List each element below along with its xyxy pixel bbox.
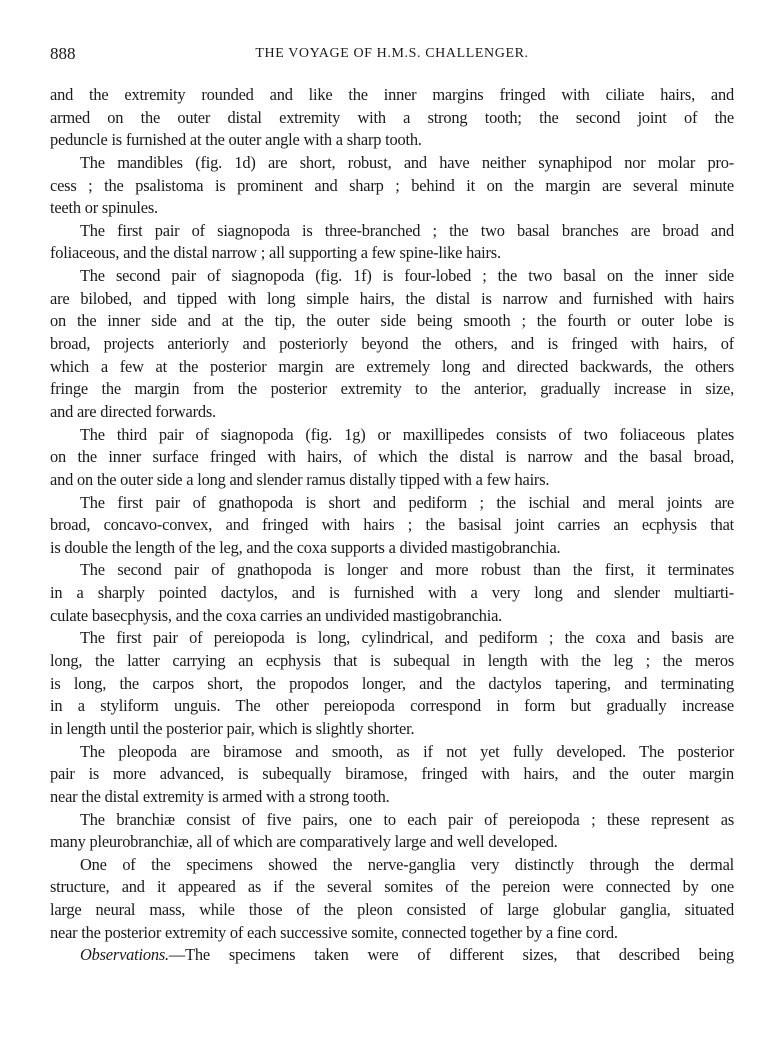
text-line: The first pair of gnathopoda is short and pediform ; the ischial and meral joints are bbox=[80, 492, 734, 512]
page-header bbox=[50, 44, 734, 68]
running-title: THE VOYAGE OF H.M.S. CHALLENGER. bbox=[255, 46, 529, 61]
text-line: is long, the carpos short, the propodos longer, and the dactylos tapering, and terminating bbox=[50, 673, 734, 693]
paragraph bbox=[50, 559, 734, 627]
text-line: culate basecphysis, and the coxa carries an undivided mastigobranchia. bbox=[50, 605, 503, 625]
text-line: The first pair of pereiopoda is long, cylindrical, and pediform ; the coxa and basis are bbox=[80, 628, 734, 648]
text-line: broad, projects anteriorly and posteriorly beyond the others, and is fringed with hairs, of bbox=[50, 334, 734, 354]
text-line: The branchiæ consist of five pairs, one to each pair of pereiopoda ; these represent as bbox=[80, 809, 734, 829]
paragraph bbox=[50, 424, 734, 492]
text-line: peduncle is furnished at the outer angle with a sharp tooth. bbox=[50, 130, 422, 150]
text-line: which a few at the posterior margin are extremely long and directed backwards, the others bbox=[50, 356, 734, 376]
paragraph bbox=[50, 84, 734, 152]
paragraph bbox=[50, 809, 734, 854]
text-line: fringe the margin from the posterior extremity to the anterior, gradually increase in size, bbox=[50, 379, 734, 399]
text-line: The second pair of siagnopoda (fig. 1f) is four-lobed ; the two basal on the inner side bbox=[80, 266, 734, 286]
text-line: cess ; the psalistoma is prominent and sharp ; behind it on the margin are several minute bbox=[50, 175, 734, 195]
text-line: The pleopoda are biramose and smooth, as if not yet fully developed. The posterior bbox=[80, 741, 734, 761]
text-line: The first pair of siagnopoda is three-branched ; the two basal branches are broad and bbox=[80, 220, 734, 240]
text-line: on the inner surface fringed with hairs, of which the distal is narrow and the basal broad, bbox=[50, 447, 734, 467]
paragraph bbox=[50, 220, 734, 265]
text-line: broad, concavo-convex, and fringed with hairs ; the basisal joint carries an ecphysis that bbox=[50, 515, 734, 535]
text-line: teeth or spinules. bbox=[50, 198, 158, 218]
text-line: are bilobed, and tipped with long simple hairs, the distal is narrow and furnished with hairs bbox=[50, 288, 734, 308]
text-line: many pleurobranchiæ, all of which are comparatively large and well developed. bbox=[50, 832, 558, 852]
page-number: 888 bbox=[50, 44, 76, 63]
text-line: in length until the posterior pair, which is slightly shorter. bbox=[50, 718, 415, 738]
text-line: is double the length of the leg, and the coxa supports a divided mastigobranchia. bbox=[50, 537, 561, 557]
text-line: in a styliform unguis. The other pereiopoda correspond in form but gradually increase bbox=[50, 696, 734, 716]
paragraph bbox=[50, 741, 734, 809]
text-line: One of the specimens showed the nerve-ganglia very distinctly through the dermal bbox=[80, 854, 734, 874]
text-line: The mandibles (fig. 1d) are short, robust, and have neither synaphipod nor molar pro- bbox=[80, 152, 734, 172]
paragraph bbox=[50, 265, 734, 423]
text-line: large neural mass, while those of the pleon consisted of large globular ganglia, situated bbox=[50, 900, 734, 920]
text-line: foliaceous, and the distal narrow ; all supporting a few spine-like hairs. bbox=[50, 243, 501, 263]
text-line: near the posterior extremity of each successive somite, connected together by a fine cord. bbox=[50, 922, 618, 942]
paragraph bbox=[50, 152, 734, 220]
paragraph bbox=[50, 492, 734, 560]
text-line: The second pair of gnathopoda is longer and more robust than the first, it terminates bbox=[80, 560, 734, 580]
text-line: pair is more advanced, is subequally biramose, fringed with hairs, and the outer margin bbox=[50, 764, 734, 784]
text-line: on the inner side and at the tip, the outer side being smooth ; the fourth or outer lobe is bbox=[50, 311, 734, 331]
text-line: near the distal extremity is armed with a strong tooth. bbox=[50, 786, 390, 806]
text-line: structure, and it appeared as if the several somites of the pereion were connected by one bbox=[50, 877, 734, 897]
text-line: —The specimens taken were of different sizes, that described being bbox=[168, 945, 734, 965]
text-line: long, the latter carrying an ecphysis that is subequal in length with the leg ; the meros bbox=[50, 651, 734, 671]
text-line: and are directed forwards. bbox=[50, 401, 216, 421]
text-line: and on the outer side a long and slender ramus distally tipped with a few hairs. bbox=[50, 469, 550, 489]
paragraph bbox=[50, 627, 734, 740]
observations-heading: Observations. bbox=[80, 945, 169, 965]
text-line: armed on the outer distal extremity with a strong tooth; the second joint of the bbox=[50, 107, 734, 127]
paragraph-observations bbox=[50, 944, 734, 967]
body-text bbox=[50, 84, 734, 967]
text-line: The third pair of siagnopoda (fig. 1g) or maxillipedes consists of two foliaceous plates bbox=[80, 424, 734, 444]
text-line: and the extremity rounded and like the inner margins fringed with ciliate hairs, and bbox=[50, 85, 734, 104]
text-line: in a sharply pointed dactylos, and is furnished with a very long and slender multiarti- bbox=[50, 583, 734, 603]
paragraph bbox=[50, 854, 734, 945]
